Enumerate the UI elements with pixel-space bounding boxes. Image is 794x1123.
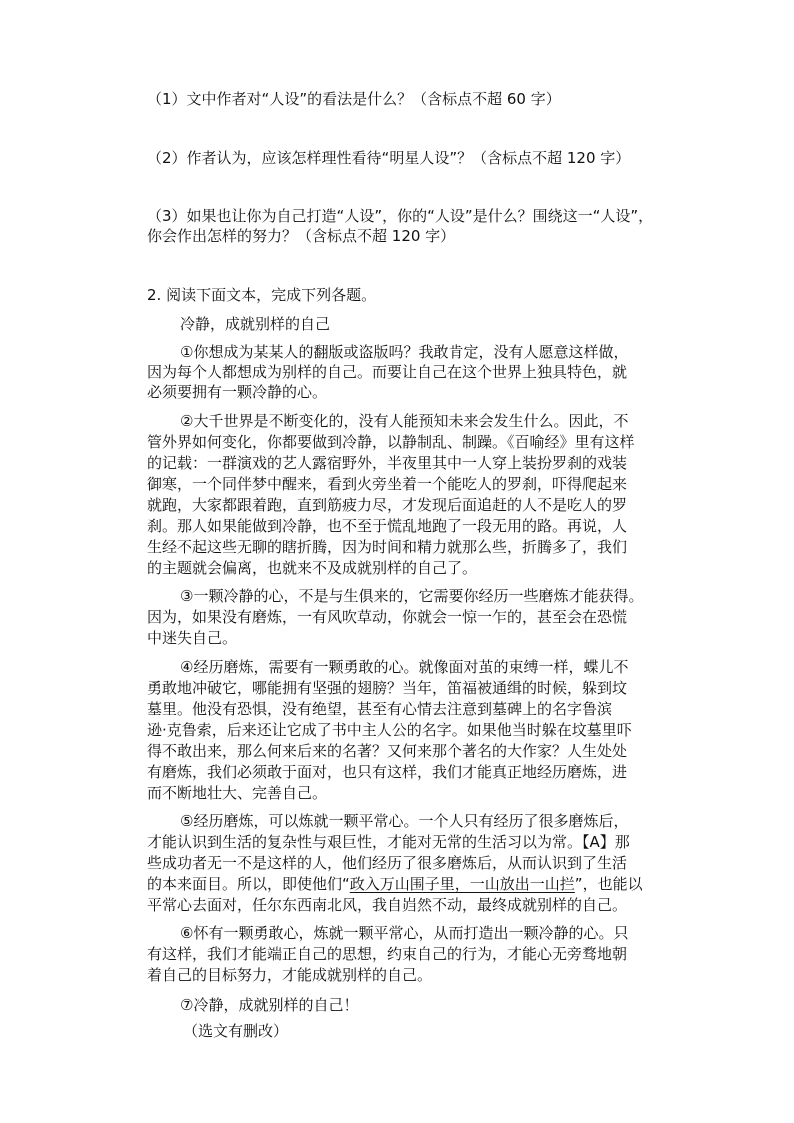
paragraph-2-line: 管外界如何变化，你都要做到冷静，以静制乱、制躁。《百喻经》里有这样 — [147, 433, 635, 451]
paragraph-3-line: 中迷失自己。 — [147, 629, 238, 647]
paragraph-5-line: 些成功者无一不是这样的人，他们经历了很多磨炼后，从而认识到了生活 — [147, 854, 628, 872]
paragraph-5-line: ⑤经历磨炼，可以炼就一颗平常心。一个人只有经历了很多磨炼后， — [180, 812, 629, 830]
question-2: （2）作者认为，应该怎样理性看待“明星人设”？（含标点不超 120 字） — [147, 149, 631, 167]
article-title: 冷静，成就别样的自己 — [180, 315, 331, 333]
paragraph-6-line: 有这样，我们才能端正自己的思想，约束自己的行为，才能心无旁骛地朝 — [147, 945, 628, 963]
source-note: （选文有删改） — [183, 1022, 289, 1040]
paragraph-3-line: ③一颗冷静的心，不是与生俱来的，它需要你经历一些磨炼才能获得。 — [180, 587, 644, 605]
question-3-line-2: 你会作出怎样的努力？（含标点不超 120 字） — [147, 227, 456, 245]
paragraph-5-text: ”，也能以 — [574, 875, 643, 893]
paragraph-5-line: 平常心去面对，任尔东西南北风，我自岿然不动，最终成就别样的自己。 — [147, 896, 628, 914]
paragraph-4-line: 有磨炼，我们必须敢于面对，也只有这样，我们才能真正地经历磨炼，进 — [147, 763, 628, 781]
section-intro: 2. 阅读下面文本，完成下列各题。 — [147, 286, 377, 304]
paragraph-1-line: 必须要拥有一颗冷静的心。 — [147, 383, 328, 401]
paragraph-6-line: 着自己的目标努力，才能成就别样的自己。 — [147, 966, 433, 984]
paragraph-6-line: ⑥怀有一颗勇敢心，炼就一颗平常心，从而打造出一颗冷静的心。只 — [180, 924, 629, 942]
paragraph-5-line: 才能认识到生活的复杂性与艰巨性，才能对无常的生活习以为常。【A】那 — [147, 833, 630, 851]
paragraph-3-line: 因为，如果没有磨炼，一有风吹草动，你就会一惊一乍的，甚至会在恐慌 — [147, 608, 628, 626]
paragraph-4-line: 勇敢地冲破它，哪能拥有坚强的翅膀？当年，笛福被通缉的时候，躲到坟 — [147, 679, 628, 697]
paragraph-5-line — [147, 873, 687, 896]
paragraph-2-line: 刹。那人如果能做到冷静，也不至于慌乱地跑了一段无用的路。再说，人 — [147, 517, 628, 535]
paragraph-4-line: 逊·克鲁索，后来还让它成了书中主人公的名字。如果他当时躲在坟墓里吓 — [147, 721, 632, 739]
paragraph-4-line: 墓里。他没有恐惧，没有绝望，甚至有心情去注意到墓碑上的名字鲁滨 — [147, 700, 613, 718]
paragraph-1-line: ①你想成为某某人的翻版或盗版吗？我敢肯定，没有人愿意这样做， — [180, 343, 629, 361]
question-1: （1）文中作者对“人设”的看法是什么？（含标点不超 60 字） — [147, 90, 561, 108]
paragraph-4-line: 得不敢出来，那么何来后来的名著？又何来那个著名的大作家？人生处处 — [147, 742, 628, 760]
paragraph-2-line: 御寒，一个同伴梦中醒来，看到火旁坐着一个能吃人的罗刹，吓得爬起来 — [147, 475, 628, 493]
paragraph-2-line: 的主题就会偏离，也就来不及成就别样的自己了。 — [147, 559, 478, 577]
underlined-quote: 政入万山围子里，一山放出一山拦 — [349, 875, 575, 893]
paragraph-4-line: ④经历磨炼，需要有一颗勇敢的心。就像面对茧的束缚一样，蝶儿不 — [180, 658, 629, 676]
paragraph-5-text: 的本来面目。所以，即使他们“ — [147, 875, 350, 893]
question-3-line-1: （3）如果也让你为自己打造“人设”，你的“人设”是什么？围绕这一“人设”， — [147, 207, 654, 225]
paragraph-2-line: 生经不起这些无聊的瞎折腾，因为时间和精力就那么些，折腾多了，我们 — [147, 538, 628, 556]
paragraph-2-line: 的记载：一群演戏的艺人露宿野外，半夜里其中一人穿上装扮罗刹的戏装 — [147, 454, 628, 472]
paragraph-2-line: ②大千世界是不断变化的，没有人能预知未来会发生什么。因此，不 — [180, 412, 629, 430]
paragraph-2-line: 就跑，大家都跟着跑，直到筋疲力尽，才发现后面追赶的人不是吃人的罗 — [147, 496, 628, 514]
paragraph-7: ⑦冷静，成就别样的自己！ — [180, 996, 359, 1014]
paragraph-1-line: 因为每个人都想成为别样的自己。而要让自己在这个世界上独具特色，就 — [147, 363, 628, 381]
paragraph-4-line: 而不断地壮大、完善自己。 — [147, 784, 328, 802]
